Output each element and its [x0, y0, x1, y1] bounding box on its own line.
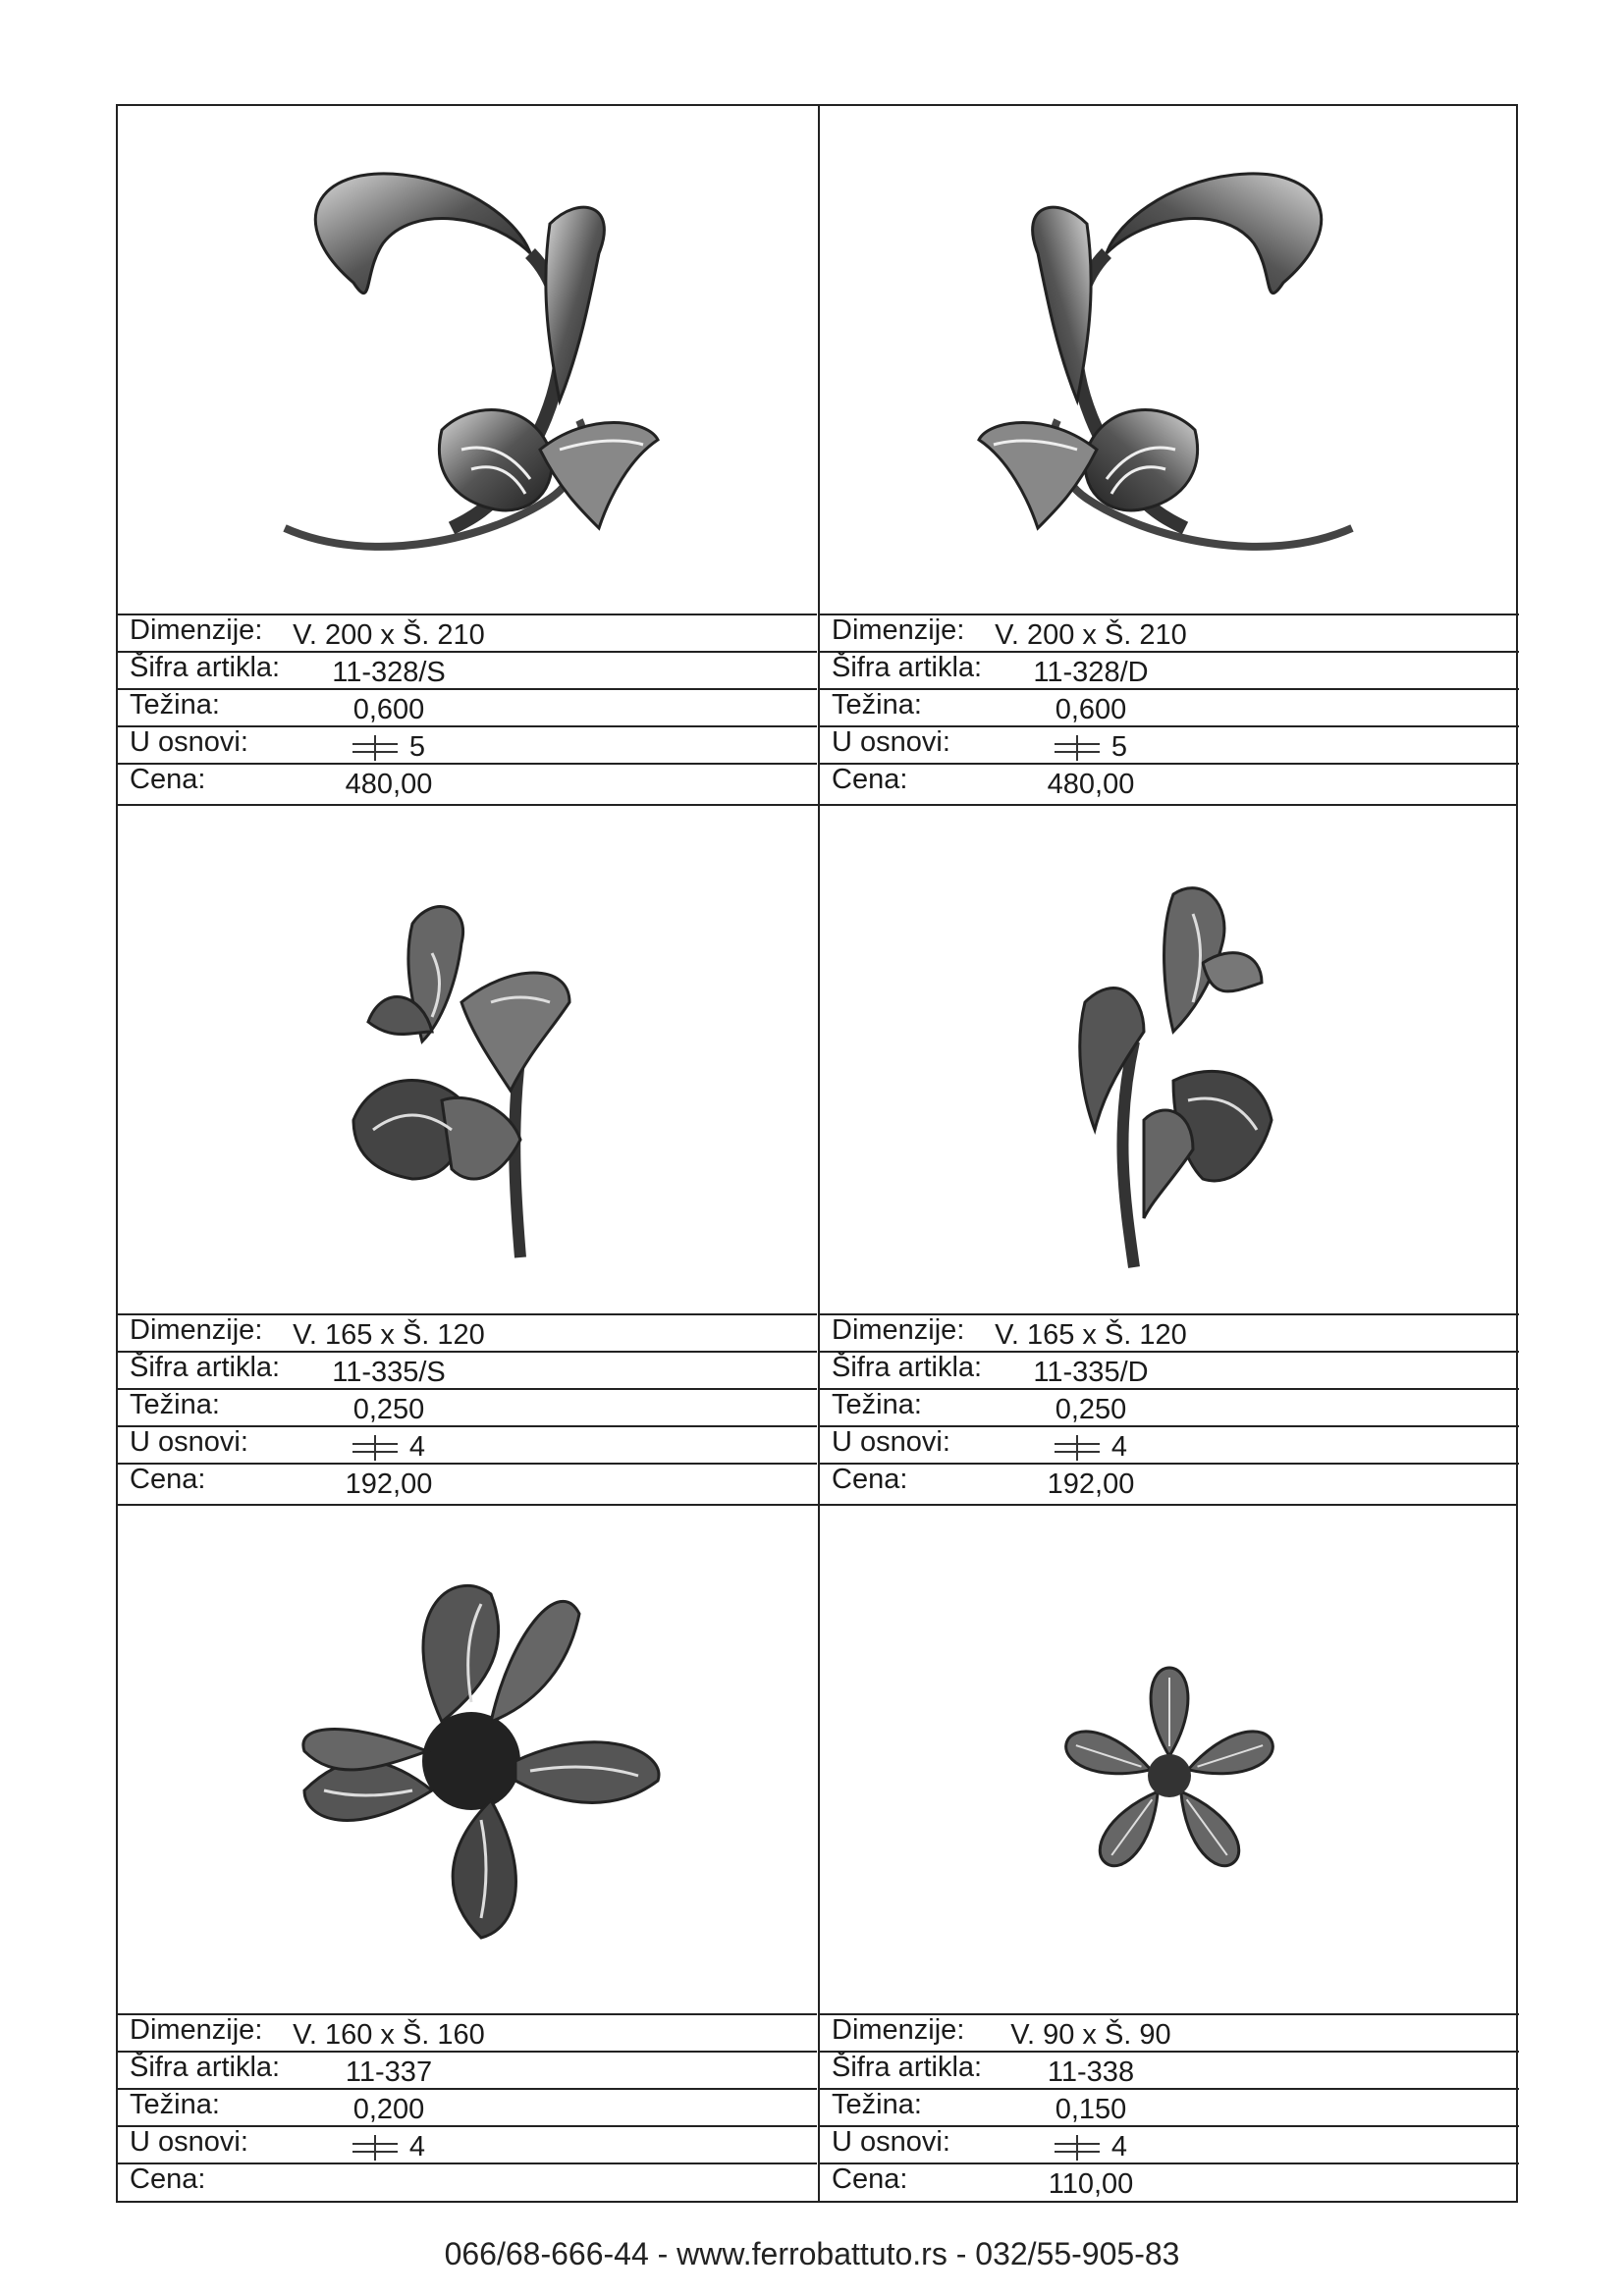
weight-value: 0,600	[352, 694, 425, 725]
weight-label: Težina:	[832, 689, 922, 721]
product-card	[118, 106, 817, 802]
weight-value: 0,150	[1055, 2094, 1127, 2125]
weight-value: 0,200	[352, 2094, 425, 2125]
dimensions-label: Dimenzije:	[130, 2014, 263, 2046]
code-label: Šifra artikla:	[130, 1352, 281, 1383]
code-value: 11-335/S	[332, 1357, 446, 1388]
product-image	[820, 1506, 1519, 2013]
contact-footer: 066/68-666-44 - www.ferrobattuto.rs - 032/55-905-83	[444, 2236, 1180, 2271]
base-label: U osnovi:	[832, 1426, 950, 1458]
price-value: 480,00	[1047, 769, 1135, 800]
spec-table	[118, 2013, 817, 2202]
dimensions-label: Dimenzije:	[130, 1314, 263, 1346]
price-label: Cena:	[832, 1464, 908, 1495]
row-divider	[118, 1504, 1516, 1506]
weight-label: Težina:	[130, 2089, 220, 2120]
square-bar-icon	[352, 735, 398, 761]
square-bar-icon	[1055, 2135, 1100, 2161]
code-label: Šifra artikla:	[130, 2052, 281, 2083]
base-label: U osnovi:	[130, 1426, 248, 1458]
acanthus-scroll-left-image	[118, 106, 817, 614]
row-divider	[118, 804, 1516, 806]
weight-label: Težina:	[832, 2089, 922, 2120]
dimensions-value: V. 200 x Š. 210	[293, 619, 485, 651]
weight-value: 0,250	[1055, 1394, 1127, 1425]
dimensions-label: Dimenzije:	[832, 614, 965, 646]
code-label: Šifra artikla:	[832, 652, 983, 683]
dimensions-value: V. 165 x Š. 120	[293, 1319, 485, 1351]
product-image	[118, 1506, 817, 2013]
square-bar-icon	[352, 2135, 398, 2161]
base-label: U osnovi:	[832, 726, 950, 758]
dimensions-label: Dimenzije:	[832, 1314, 965, 1346]
product-image	[118, 806, 817, 1313]
code-value: 11-335/D	[1033, 1357, 1149, 1388]
product-card	[118, 806, 817, 1502]
base-value: 4	[39, 1428, 738, 1466]
dimensions-value: V. 200 x Š. 210	[995, 619, 1187, 651]
catalog-sheet	[116, 104, 1518, 2203]
base-label: U osnovi:	[130, 726, 248, 758]
spec-table	[118, 614, 817, 802]
spec-table	[820, 1313, 1519, 1502]
weight-value: 0,600	[1055, 694, 1127, 725]
code-label: Šifra artikla:	[832, 2052, 983, 2083]
base-value: 4	[39, 2128, 738, 2165]
product-card	[820, 1506, 1519, 2202]
product-card	[118, 1506, 817, 2202]
product-image	[820, 806, 1519, 1313]
base-value: 4	[741, 2128, 1440, 2165]
dimensions-value: V. 90 x Š. 90	[1010, 2019, 1171, 2051]
code-value: 11-328/D	[1033, 657, 1149, 688]
price-label: Cena:	[130, 1464, 206, 1495]
price-label: Cena:	[832, 2163, 908, 2195]
code-label: Šifra artikla:	[832, 1352, 983, 1383]
product-image	[118, 106, 817, 614]
dimensions-label: Dimenzije:	[130, 614, 263, 646]
spec-table	[820, 614, 1519, 802]
leaf-sprig-left-image	[118, 806, 817, 1313]
small-five-petal-flower-image	[820, 1506, 1519, 2013]
base-value: 5	[741, 728, 1440, 766]
base-label: U osnovi:	[130, 2126, 248, 2158]
weight-label: Težina:	[130, 1389, 220, 1420]
code-label: Šifra artikla:	[130, 652, 281, 683]
price-value: 192,00	[345, 1468, 433, 1500]
large-leaf-flower-image	[118, 1506, 817, 2013]
square-bar-icon	[1055, 735, 1100, 761]
product-card	[820, 106, 1519, 802]
price-value: 480,00	[345, 769, 433, 800]
dimensions-value: V. 165 x Š. 120	[995, 1319, 1187, 1351]
square-bar-icon	[352, 1435, 398, 1461]
code-value: 11-328/S	[332, 657, 446, 688]
base-value: 5	[39, 728, 738, 766]
dimensions-value: V. 160 x Š. 160	[293, 2019, 485, 2051]
weight-label: Težina:	[832, 1389, 922, 1420]
leaf-sprig-right-image	[820, 806, 1519, 1313]
product-image	[820, 106, 1519, 614]
price-label: Cena:	[130, 764, 206, 795]
square-bar-icon	[1055, 1435, 1100, 1461]
code-value: 11-337	[345, 2056, 433, 2088]
product-card	[820, 806, 1519, 1502]
spec-table	[820, 2013, 1519, 2202]
spec-table	[118, 1313, 817, 1502]
code-value: 11-338	[1047, 2056, 1135, 2088]
acanthus-scroll-right-image	[820, 106, 1519, 614]
price-value: 110,00	[1048, 2168, 1134, 2200]
price-label: Cena:	[130, 2163, 206, 2195]
base-value: 4	[741, 1428, 1440, 1466]
price-value: 192,00	[1047, 1468, 1135, 1500]
price-label: Cena:	[832, 764, 908, 795]
weight-value: 0,250	[352, 1394, 425, 1425]
dimensions-label: Dimenzije:	[832, 2014, 965, 2046]
base-label: U osnovi:	[832, 2126, 950, 2158]
weight-label: Težina:	[130, 689, 220, 721]
